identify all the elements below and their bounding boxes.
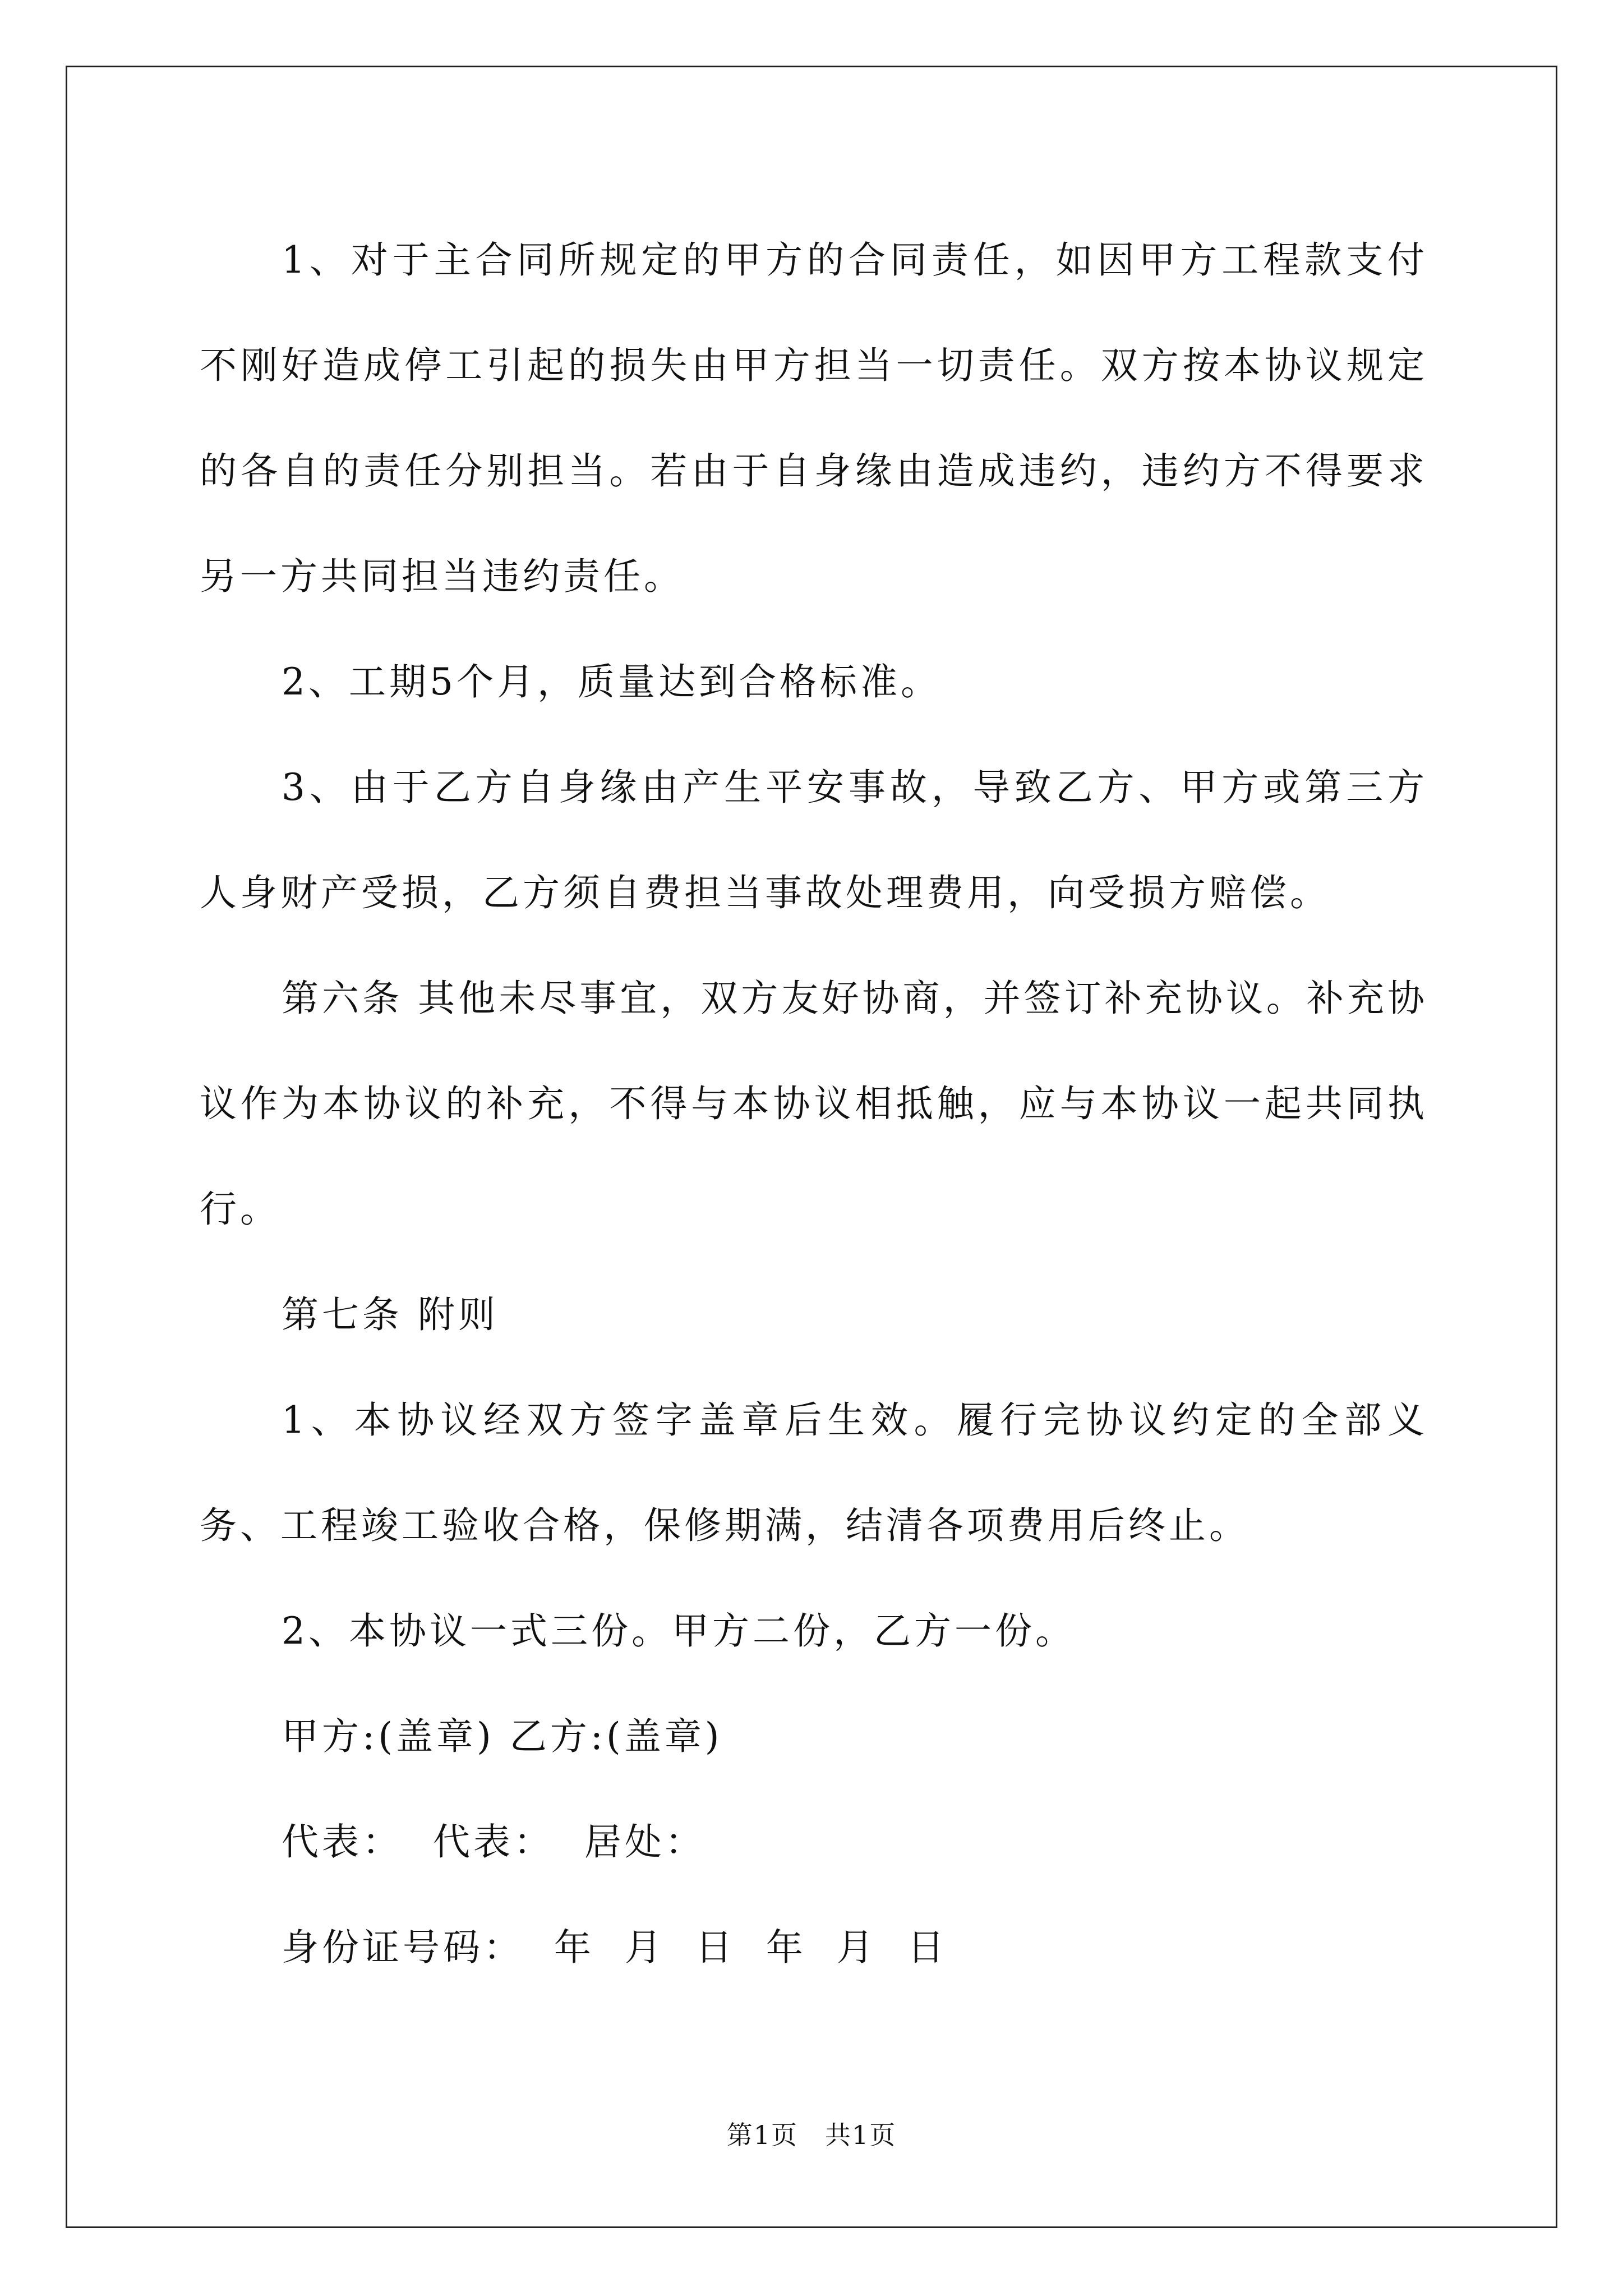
representative-line: 代表： 代表： 居处： [282, 1820, 706, 1864]
clause-3-safety: 3、由于乙方自身缘由产生平安事故，导致乙方、甲方或第三方人身财产受损，乙方须自费担当事故处理费用，向受损方赔偿。 [200, 766, 1428, 914]
clause-2-duration: 2、工期5个月，质量达到合格标准。 [282, 660, 941, 703]
id-number-date-line: 身份证号码： 年 月 日 年 月 日 [282, 1926, 948, 1969]
article-7-clause-1: 1、本协议经双方签字盖章后生效。履行完协议约定的全部义务、工程竣工验收合格，保修期满，结清各项费用后终止。 [200, 1398, 1428, 1547]
page-number-footer: 第1页 共1页 [726, 2120, 897, 2150]
document-body [200, 208, 1428, 2000]
article-6: 第六条 其他未尽事宜，双方友好协商，并签订补充协议。补充协议作为本协议的补充，不得与本协议相抵触，应与本协议一起共同执行。 [200, 977, 1428, 1231]
article-7-heading: 第七条 附则 [282, 1293, 499, 1336]
signature-party-line: 甲方:(盖章) 乙方:(盖章) [282, 1715, 723, 1758]
article-7-clause-2: 2、本协议一式三份。甲方二份，乙方一份。 [282, 1609, 1076, 1653]
clause-1-responsibility: 1、对于主合同所规定的甲方的合同责任，如因甲方工程款支付不刚好造成停工引起的损失由甲方担当一切责任。双方按本协议规定的各自的责任分别担当。若由于自身缘由造成违约，违约方不得要求另一方共同担当违约责任。 [200, 238, 1428, 598]
